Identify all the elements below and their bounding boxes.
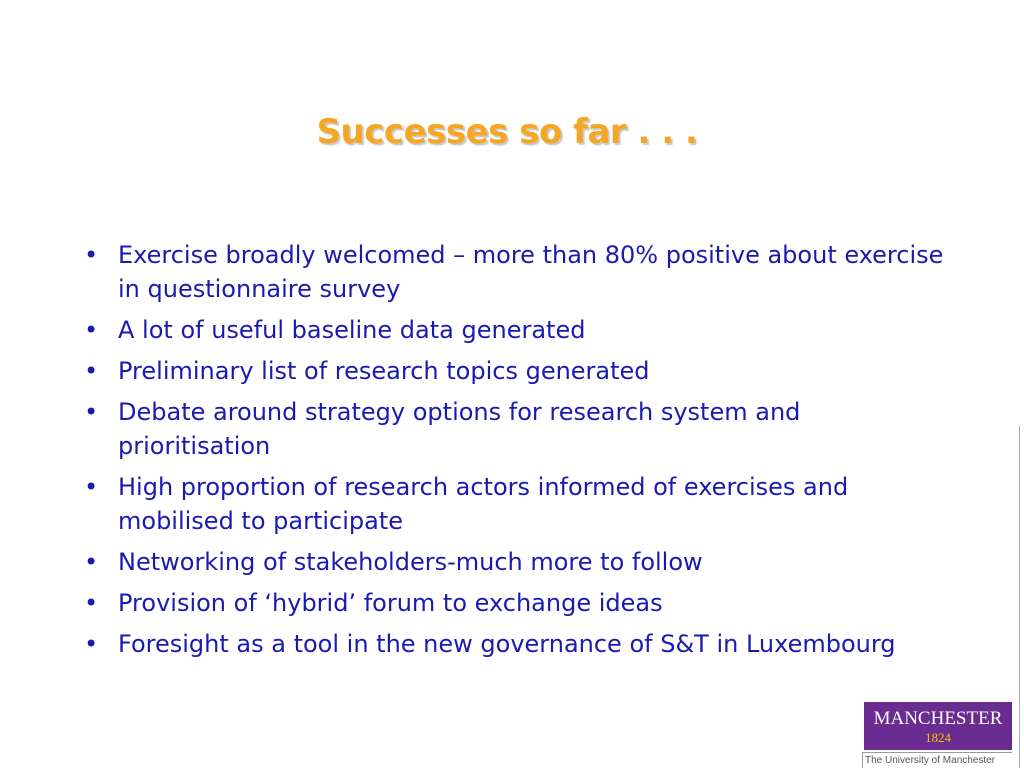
bullet-text: Exercise broadly welcomed – more than 80% positive about exercise in questionnaire survey xyxy=(118,241,944,303)
logo-wordmark: MANCHESTER xyxy=(873,708,1003,729)
bullet-text: A lot of useful baseline data generated xyxy=(118,316,586,344)
bullet-item xyxy=(84,395,944,463)
bullet-text: Preliminary list of research topics generated xyxy=(118,357,650,385)
bullet-text: Foresight as a tool in the new governance of S&T in Luxembourg xyxy=(118,630,896,658)
bullet-text: High proportion of research actors informed of exercises and mobilised to participate xyxy=(118,473,849,535)
logo-crest-box xyxy=(864,702,1012,750)
bullet-text: Networking of stakeholders-much more to follow xyxy=(118,548,703,576)
bullet-icon: • xyxy=(84,241,99,269)
bullet-item xyxy=(84,545,944,579)
logo-subtitle: The University of Manchester xyxy=(862,752,1012,768)
bullet-icon: • xyxy=(84,357,99,385)
bullet-list xyxy=(84,238,944,668)
bullet-item xyxy=(84,354,944,388)
bullet-text: Debate around strategy options for research system and prioritisation xyxy=(118,398,801,460)
slide-title: Successes so far . . . xyxy=(316,112,698,152)
logo-year: 1824 xyxy=(925,730,951,745)
decorative-divider xyxy=(1019,426,1020,768)
bullet-item xyxy=(84,586,944,620)
bullet-item xyxy=(84,313,944,347)
bullet-icon: • xyxy=(84,589,99,617)
bullet-item xyxy=(84,470,944,538)
bullet-icon: • xyxy=(84,548,99,576)
bullet-icon: • xyxy=(84,398,99,426)
bullet-item xyxy=(84,627,944,661)
bullet-icon: • xyxy=(84,316,99,344)
bullet-icon: • xyxy=(84,630,99,658)
bullet-icon: • xyxy=(84,473,99,501)
university-logo xyxy=(862,702,1012,768)
bullet-item xyxy=(84,238,944,306)
bullet-text: Provision of ‘hybrid’ forum to exchange ideas xyxy=(118,589,663,617)
